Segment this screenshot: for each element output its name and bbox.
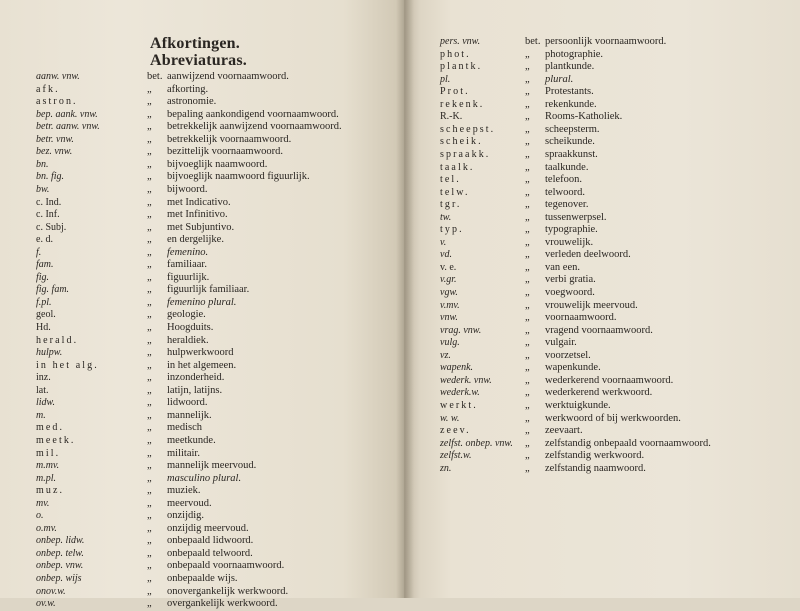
ditto-mark: „ bbox=[525, 136, 530, 148]
abbreviation: scheik. bbox=[440, 136, 483, 148]
ditto-mark: „ bbox=[147, 485, 152, 497]
abbreviation: lidw. bbox=[36, 397, 55, 409]
ditto-mark: bet. bbox=[525, 36, 541, 47]
abbreviation-entry bbox=[36, 597, 396, 611]
ditto-mark: „ bbox=[147, 271, 152, 283]
abbreviation-meaning: onzijdig. bbox=[167, 510, 205, 522]
abbreviation-meaning: onbepaald voornaamwoord. bbox=[167, 560, 285, 572]
abbreviation: tel. bbox=[440, 174, 461, 186]
ditto-mark: „ bbox=[147, 334, 152, 346]
abbreviation-entry bbox=[440, 462, 795, 476]
abbreviation: afk. bbox=[36, 83, 60, 95]
abbreviation: v.gr. bbox=[440, 274, 457, 286]
abbreviation-meaning: onovergankelijk werkwoord. bbox=[167, 585, 289, 597]
ditto-mark: „ bbox=[147, 209, 152, 221]
abbreviation-meaning: betrekkelijk voornaamwoord. bbox=[167, 133, 292, 145]
ditto-mark: „ bbox=[525, 249, 530, 261]
ditto-mark: „ bbox=[147, 121, 152, 133]
abbreviation: c. Inf. bbox=[36, 209, 60, 221]
abbreviation: fam. bbox=[36, 259, 54, 271]
ditto-mark: „ bbox=[525, 161, 530, 173]
ditto-mark: „ bbox=[147, 560, 152, 572]
ditto-mark: „ bbox=[525, 123, 530, 135]
abbreviation: m.mv. bbox=[36, 460, 60, 472]
abbreviation: fig. fam. bbox=[36, 284, 70, 296]
abbreviation-meaning: meetkunde. bbox=[167, 434, 216, 446]
ditto-mark: „ bbox=[525, 324, 530, 336]
abbreviation: betr. aanw. vnw. bbox=[36, 121, 100, 133]
ditto-mark: „ bbox=[147, 171, 152, 183]
abbreviation-meaning: in het algemeen. bbox=[167, 359, 237, 371]
ditto-mark: „ bbox=[525, 236, 530, 248]
ditto-mark: „ bbox=[525, 349, 530, 361]
abbreviation-meaning: bezittelijk voornaamwoord. bbox=[167, 146, 284, 158]
ditto-mark: „ bbox=[147, 221, 152, 233]
abbreviation: w. w. bbox=[440, 412, 460, 424]
abbreviation: hulpw. bbox=[36, 347, 63, 359]
abbreviation-meaning: rekenkunde. bbox=[545, 98, 597, 110]
abbreviation-meaning: vrouwelijk. bbox=[545, 236, 594, 248]
ditto-mark: „ bbox=[525, 437, 530, 449]
ditto-mark: bet. bbox=[147, 71, 163, 82]
abbreviation-meaning: werktuigkunde. bbox=[545, 399, 611, 411]
ditto-mark: „ bbox=[525, 199, 530, 211]
abbreviation-meaning: overgankelijk werkwoord. bbox=[167, 598, 278, 610]
abbreviation: Hd. bbox=[36, 322, 51, 333]
ditto-mark: „ bbox=[147, 259, 152, 271]
abbreviation-meaning: bepaling aankondigend voornaamwoord. bbox=[167, 108, 339, 120]
ditto-mark: „ bbox=[525, 287, 530, 298]
ditto-mark: „ bbox=[147, 447, 152, 459]
abbreviation-meaning: taalkunde. bbox=[545, 161, 589, 173]
abbreviation-meaning: meervoud. bbox=[167, 497, 212, 509]
ditto-mark: „ bbox=[147, 522, 152, 534]
abbreviation-meaning: betrekkelijk aanwijzend voornaamwoord. bbox=[167, 121, 342, 133]
abbreviation: fig. bbox=[36, 271, 50, 283]
abbreviation: Prot. bbox=[440, 86, 470, 98]
abbreviation-meaning: voorzetsel. bbox=[545, 349, 591, 361]
ditto-mark: „ bbox=[147, 309, 152, 321]
abbreviation-meaning: tussenwerpsel. bbox=[545, 211, 607, 223]
abbreviation-meaning: telwoord. bbox=[545, 186, 585, 198]
ditto-mark: „ bbox=[147, 296, 152, 308]
abbreviation-meaning: en dergelijke. bbox=[167, 234, 224, 246]
abbreviation-meaning: spraakkunst. bbox=[545, 148, 598, 160]
abbreviation: onbep. wijs bbox=[36, 573, 82, 584]
ditto-mark: „ bbox=[525, 425, 530, 437]
ditto-mark: „ bbox=[147, 535, 152, 547]
abbreviation: wapenk. bbox=[440, 362, 474, 374]
ditto-mark: „ bbox=[525, 48, 530, 60]
abbreviation: rekenk. bbox=[440, 98, 485, 110]
abbreviation-meaning: bijvoeglijk naamwoord figuurlijk. bbox=[167, 171, 310, 183]
abbreviation-meaning: verbi gratia. bbox=[545, 274, 596, 286]
abbreviation: m.pl. bbox=[36, 472, 56, 484]
abbreviation: lat. bbox=[36, 384, 49, 396]
ditto-mark: „ bbox=[147, 472, 152, 484]
ditto-mark: „ bbox=[147, 146, 152, 158]
ditto-mark: „ bbox=[525, 312, 530, 324]
abbreviation-meaning: verleden deelwoord. bbox=[545, 249, 631, 261]
abbreviation: vrag. vnw. bbox=[440, 324, 482, 336]
abbreviation: v.mv. bbox=[440, 299, 460, 311]
abbreviation: tgr. bbox=[440, 199, 462, 211]
abbreviation: c. Subj. bbox=[36, 221, 67, 233]
ditto-mark: „ bbox=[147, 322, 152, 333]
ditto-mark: „ bbox=[525, 387, 530, 399]
abbreviation: c. Ind. bbox=[36, 196, 62, 208]
ditto-mark: „ bbox=[525, 412, 530, 424]
abbreviation-meaning: mannelijk. bbox=[167, 409, 212, 421]
abbreviation-meaning: plural. bbox=[545, 73, 574, 85]
abbreviation-meaning: met Infinitivo. bbox=[167, 209, 228, 221]
ditto-mark: „ bbox=[525, 274, 530, 286]
abbreviation: bn. bbox=[36, 158, 49, 170]
abbreviation-meaning: astronomie. bbox=[167, 96, 217, 108]
abbreviation: f.pl. bbox=[36, 296, 52, 308]
abbreviation-meaning: figuurlijk familiaar. bbox=[167, 284, 250, 296]
abbreviation-meaning: medisch bbox=[167, 422, 202, 434]
abbreviation-meaning: bijwoord. bbox=[167, 183, 208, 195]
ditto-mark: „ bbox=[147, 585, 152, 597]
abbreviation: onbep. lidw. bbox=[36, 535, 85, 547]
abbreviation: o.mv. bbox=[36, 522, 57, 534]
ditto-mark: „ bbox=[525, 374, 530, 386]
abbreviation-meaning: zelfstandig werkwoord. bbox=[545, 450, 645, 462]
ditto-mark: „ bbox=[525, 174, 530, 186]
ditto-mark: „ bbox=[525, 450, 530, 462]
ditto-mark: „ bbox=[147, 158, 152, 170]
abbreviation-meaning: figuurlijk. bbox=[167, 271, 210, 283]
abbreviation-meaning: photographie. bbox=[545, 48, 604, 60]
abbreviation: aanw. vnw. bbox=[36, 71, 80, 82]
abbreviation: geol. bbox=[36, 309, 56, 321]
abbreviation-meaning: persoonlijk voornaamwoord. bbox=[545, 36, 667, 47]
abbreviation-meaning: militair. bbox=[167, 447, 200, 459]
abbreviation-meaning: familiaar. bbox=[167, 259, 207, 271]
ditto-mark: „ bbox=[147, 246, 152, 258]
abbreviation: taalk. bbox=[440, 161, 475, 173]
abbreviation-meaning: telefoon. bbox=[545, 174, 583, 186]
abbreviation: zn. bbox=[440, 462, 452, 474]
abbreviation-meaning: voegwoord. bbox=[545, 287, 595, 298]
ditto-mark: „ bbox=[525, 61, 530, 73]
abbreviation: onbep. vnw. bbox=[36, 560, 84, 572]
abbreviation-meaning: masculino plural. bbox=[167, 472, 242, 484]
ditto-mark: „ bbox=[147, 108, 152, 120]
abbreviation-meaning: lidwoord. bbox=[167, 397, 208, 409]
abbreviation-meaning: vulgair. bbox=[545, 337, 577, 349]
ditto-mark: „ bbox=[525, 224, 530, 236]
abbreviation: mv. bbox=[36, 497, 50, 509]
abbreviation: mil. bbox=[36, 447, 61, 459]
abbreviation-meaning: latijn, latijns. bbox=[167, 384, 223, 396]
page-title: Afkortingen. bbox=[150, 35, 240, 52]
abbreviation: astron. bbox=[36, 96, 78, 108]
abbreviation: v. e. bbox=[440, 261, 457, 273]
abbreviation: m. bbox=[36, 409, 46, 421]
ditto-mark: „ bbox=[147, 347, 152, 359]
abbreviation-meaning: mannelijk meervoud. bbox=[167, 460, 257, 472]
abbreviation: telw. bbox=[440, 186, 470, 198]
abbreviation-meaning: femenino. bbox=[167, 246, 209, 258]
abbreviation: vgw. bbox=[440, 287, 458, 298]
abbreviation: tw. bbox=[440, 211, 452, 223]
abbreviation: werkt. bbox=[440, 399, 478, 411]
abbreviation: wederk.w. bbox=[440, 387, 480, 399]
abbreviation: herald. bbox=[36, 334, 79, 346]
ditto-mark: „ bbox=[525, 86, 530, 98]
abbreviation-meaning: typographie. bbox=[545, 224, 598, 236]
abbreviation-meaning: femenino plural. bbox=[167, 296, 237, 308]
abbreviation: zelfst. onbep. vnw. bbox=[440, 437, 513, 449]
abbreviation-meaning: heraldiek. bbox=[167, 334, 209, 346]
abbreviation: muz. bbox=[36, 485, 65, 497]
ditto-mark: „ bbox=[147, 384, 152, 396]
ditto-mark: „ bbox=[147, 422, 152, 434]
abbreviation: onbep. telw. bbox=[36, 547, 84, 559]
ditto-mark: „ bbox=[147, 183, 152, 195]
ditto-mark: „ bbox=[525, 111, 530, 123]
abbreviation: zeev. bbox=[440, 425, 471, 437]
ditto-mark: „ bbox=[147, 234, 152, 246]
ditto-mark: „ bbox=[525, 299, 530, 311]
ditto-mark: „ bbox=[525, 261, 530, 273]
abbreviation-meaning: van een. bbox=[545, 261, 580, 273]
abbreviation: ov.w. bbox=[36, 598, 56, 610]
ditto-mark: „ bbox=[147, 409, 152, 421]
abbreviation: spraakk. bbox=[440, 148, 491, 160]
abbreviation-meaning: Protestants. bbox=[545, 86, 594, 98]
abbreviation: betr. vnw. bbox=[36, 133, 74, 145]
abbreviation-meaning: plantkunde. bbox=[545, 61, 595, 73]
abbreviation-meaning: wederkerend voornaamwoord. bbox=[545, 374, 674, 386]
abbreviation: inz. bbox=[36, 372, 51, 384]
ditto-mark: „ bbox=[147, 497, 152, 509]
ditto-mark: „ bbox=[525, 362, 530, 374]
ditto-mark: „ bbox=[525, 148, 530, 160]
ditto-mark: „ bbox=[147, 397, 152, 409]
ditto-mark: „ bbox=[525, 186, 530, 198]
abbreviation: vd. bbox=[440, 249, 452, 261]
abbreviation: pers. vnw. bbox=[440, 36, 481, 47]
abbreviation: wederk. vnw. bbox=[440, 374, 492, 386]
abbreviation: v. bbox=[440, 236, 447, 248]
abbreviation-meaning: onzijdig meervoud. bbox=[167, 522, 249, 534]
ditto-mark: „ bbox=[147, 510, 152, 522]
abbreviation: f. bbox=[36, 246, 42, 258]
abbreviation-meaning: onbepaald lidwoord. bbox=[167, 535, 254, 547]
ditto-mark: „ bbox=[147, 598, 152, 610]
page-subtitle: Abreviaturas. bbox=[150, 52, 247, 69]
abbreviation: zelfst.w. bbox=[440, 450, 472, 462]
ditto-mark: „ bbox=[147, 547, 152, 559]
ditto-mark: „ bbox=[147, 284, 152, 296]
abbreviation-meaning: tegenover. bbox=[545, 199, 589, 211]
abbreviation: vz. bbox=[440, 349, 451, 361]
abbreviation: pl. bbox=[440, 73, 451, 85]
abbreviation: plantk. bbox=[440, 61, 483, 73]
abbreviation: scheepst. bbox=[440, 123, 496, 135]
abbreviation-meaning: scheepsterm. bbox=[545, 123, 600, 135]
ditto-mark: „ bbox=[147, 196, 152, 208]
abbreviation: onov.w. bbox=[36, 585, 66, 597]
abbreviation-meaning: voornaamwoord. bbox=[545, 312, 617, 324]
ditto-mark: „ bbox=[525, 211, 530, 223]
abbreviation-meaning: onbepaald telwoord. bbox=[167, 547, 253, 559]
ditto-mark: „ bbox=[525, 399, 530, 411]
ditto-mark: „ bbox=[147, 372, 152, 384]
abbreviation: phot. bbox=[440, 48, 471, 60]
right-page bbox=[404, 0, 800, 598]
ditto-mark: „ bbox=[147, 96, 152, 108]
abbreviation: bn. fig. bbox=[36, 171, 65, 183]
abbreviation-meaning: scheikunde. bbox=[545, 136, 595, 148]
abbreviation-meaning: onbepaalde wijs. bbox=[167, 573, 238, 584]
abbreviation: bw. bbox=[36, 183, 50, 195]
abbreviation: vnw. bbox=[440, 312, 458, 324]
abbreviation-meaning: zelfstandig naamwoord. bbox=[545, 462, 646, 474]
ditto-mark: „ bbox=[147, 359, 152, 371]
abbreviation-meaning: afkorting. bbox=[167, 83, 209, 95]
abbreviation-meaning: bijvoeglijk naamwoord. bbox=[167, 158, 268, 170]
abbreviation: bep. aank. vnw. bbox=[36, 108, 98, 120]
abbreviation-meaning: met Indicativo. bbox=[167, 196, 231, 208]
abbreviation-meaning: geologie. bbox=[167, 309, 206, 321]
abbreviation: bez. vnw. bbox=[36, 146, 73, 158]
book-gutter bbox=[396, 0, 414, 598]
abbreviation: o. bbox=[36, 510, 44, 522]
abbreviation-meaning: wederkerend werkwoord. bbox=[545, 387, 653, 399]
ditto-mark: „ bbox=[525, 98, 530, 110]
abbreviation: meetk. bbox=[36, 434, 76, 446]
abbreviation-meaning: inzonderheid. bbox=[167, 372, 225, 384]
abbreviation-meaning: vragend voornaamwoord. bbox=[545, 324, 653, 336]
abbreviation-meaning: vrouwelijk meervoud. bbox=[545, 299, 638, 311]
abbreviation-meaning: wapenkunde. bbox=[545, 362, 601, 374]
abbreviation: e. d. bbox=[36, 234, 53, 246]
ditto-mark: „ bbox=[147, 434, 152, 446]
ditto-mark: „ bbox=[147, 460, 152, 472]
abbreviation-meaning: met Subjuntivo. bbox=[167, 221, 235, 233]
abbreviation: med. bbox=[36, 422, 65, 434]
abbreviation: vulg. bbox=[440, 337, 460, 349]
ditto-mark: „ bbox=[147, 133, 152, 145]
abbreviation-meaning: aanwijzend voornaamwoord. bbox=[167, 71, 289, 82]
abbreviation: in het alg. bbox=[36, 359, 99, 371]
ditto-mark: „ bbox=[525, 73, 530, 85]
ditto-mark: „ bbox=[147, 573, 152, 584]
abbreviation-meaning: Hoogduits. bbox=[167, 322, 214, 333]
abbreviation-meaning: Rooms-Katholiek. bbox=[545, 111, 623, 123]
abbreviation-meaning: muziek. bbox=[167, 485, 201, 497]
abbreviation: R.-K. bbox=[440, 111, 463, 123]
abbreviation-meaning: zeevaart. bbox=[545, 425, 583, 437]
ditto-mark: „ bbox=[525, 462, 530, 474]
abbreviation-meaning: zelfstandig onbepaald voornaamwoord. bbox=[545, 437, 711, 449]
abbreviation-meaning: hulpwerkwoord bbox=[167, 347, 234, 359]
ditto-mark: „ bbox=[147, 83, 152, 95]
ditto-mark: „ bbox=[525, 337, 530, 349]
abbreviation-meaning: werkwoord of bij werkwoorden. bbox=[545, 412, 681, 424]
abbreviation: typ. bbox=[440, 224, 464, 236]
